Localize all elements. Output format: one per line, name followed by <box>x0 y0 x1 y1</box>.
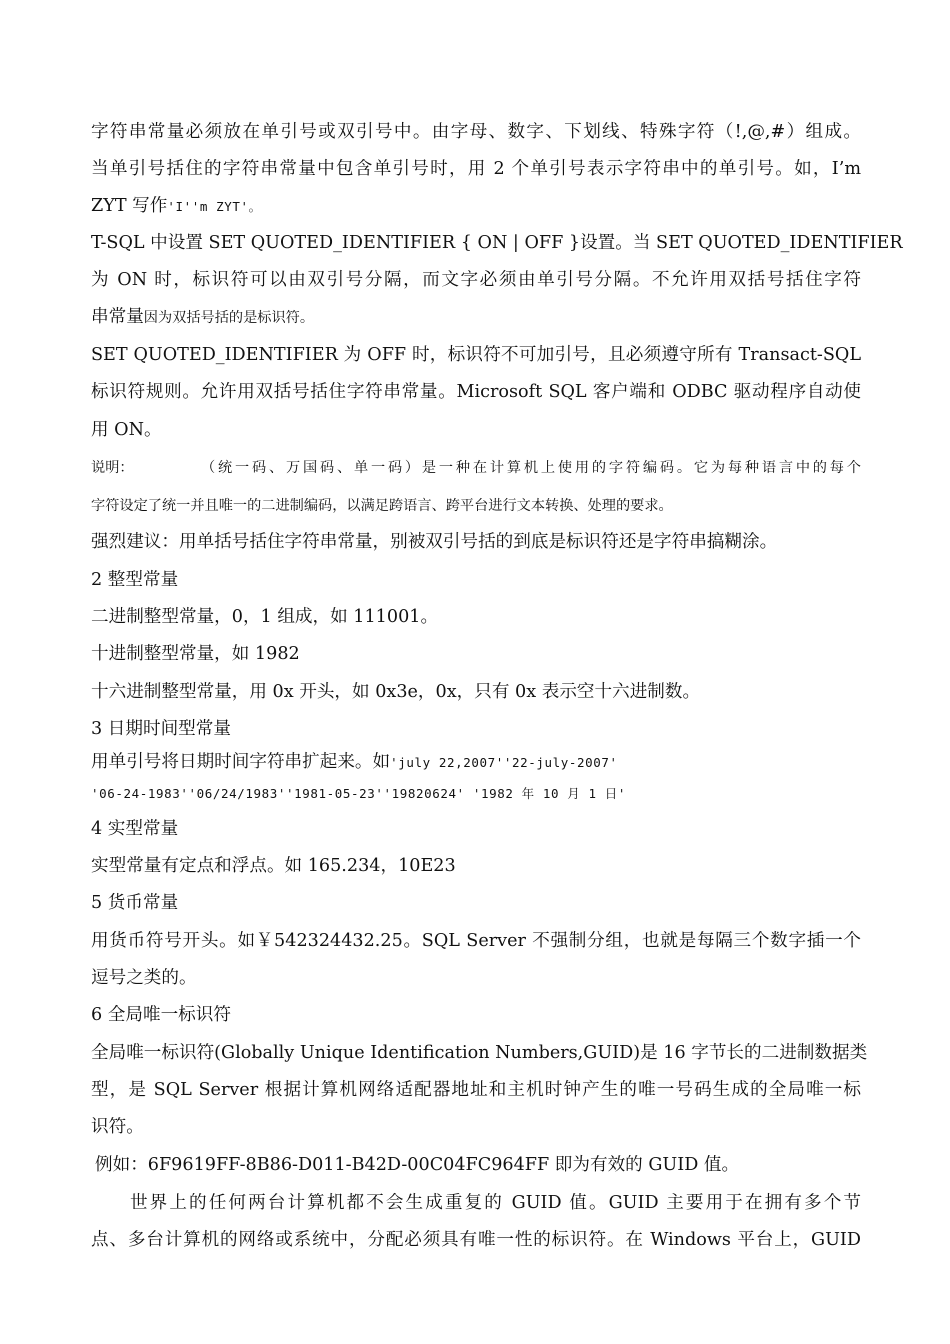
note-label: 说明： <box>91 460 134 476</box>
section-heading: 5 货币常量 <box>91 893 179 913</box>
section-heading: 3 日期时间型常量 <box>91 719 231 739</box>
code-snippet: 'I''m ZYT'。 <box>167 199 262 214</box>
advice-line: 强烈建议：用单括号括住字符串常量，别被双引号括的到底是标识符还是字符串搞糊涂。 <box>91 532 778 552</box>
code-snippet: 'july 22,2007''22-july-2007' <box>390 755 618 770</box>
note-line: （统一码、万国码、单一码）是一种在计算机上使用的字符编码。它为每种语言中的每个 <box>201 460 861 476</box>
text-line: 二进制整型常量，0，1 组成，如 111001。 <box>91 607 439 627</box>
text-line: 用货币符号开头。如￥542324432.25。SQL Server 不强制分组，也就是每隔三个数字插一个 <box>91 931 861 951</box>
text-span: 用单引号将日期时间字符串扩起来。如 <box>91 752 391 772</box>
section-heading: 2 整型常量 <box>91 570 179 590</box>
note-line: 字符设定了统一并且唯一的二进制编码，以满足跨语言、跨平台进行文本转换、处理的要求。 <box>91 498 673 514</box>
text-line: 识符。 <box>91 1117 144 1137</box>
section-heading: 6 全局唯一标识符 <box>91 1005 231 1025</box>
text-line <box>91 194 861 219</box>
text-line: 实型常量有定点和浮点。如 165.234，10E23 <box>91 856 456 876</box>
text-line: 当单引号括住的字符串常量中包含单引号时，用 2 个单引号表示字符串中的单引号。如，I’m <box>91 159 861 179</box>
text-line <box>91 750 861 775</box>
text-line <box>91 305 861 330</box>
text-line: 用 ON。 <box>91 420 162 440</box>
text-line: 逗号之类的。 <box>91 968 197 988</box>
text-span: ZYT 写作 <box>91 196 168 216</box>
text-line: 标识符规则。允许用双括号括住字符串常量。Microsoft SQL 客户端和 ODBC 驱动程序自动使 <box>91 382 861 402</box>
text-span: 串常量 <box>91 307 144 327</box>
text-line: 全局唯一标识符(Globally Unique Identification Numbers,GUID)是 16 字节长的二进制数据类 <box>91 1043 868 1063</box>
text-line: 世界上的任何两台计算机都不会生成重复的 GUID 值。GUID 主要用于在拥有多个节 <box>130 1193 861 1213</box>
example-line: 例如：6F9619FF-8B86-D011-B42D-00C04FC964FF 即为有效的 GUID 值。 <box>95 1155 740 1175</box>
text-line: 字符串常量必须放在单引号或双引号中。由字母、数字、下划线、特殊字符（!,@,#）组成。 <box>91 122 861 142</box>
section-heading: 4 实型常量 <box>91 819 179 839</box>
text-line: 十进制整型常量，如 1982 <box>91 644 300 664</box>
note-span: 因为双括号括的是标识符。 <box>143 310 315 326</box>
code-line: '06-24-1983''06/24/1983''1981-05-23''19820624' '1982 年 10 月 1 日' <box>91 786 626 801</box>
text-line: 为 ON 时，标识符可以由双引号分隔，而文字必须由单引号分隔。不允许用双括号括住字符 <box>91 270 861 290</box>
text-line: 点、多台计算机的网络或系统中，分配必须具有唯一性的标识符。在 Windows 平台上，GUID <box>91 1230 861 1250</box>
text-line: T-SQL 中设置 SET QUOTED_IDENTIFIER { ON | OFF }设置。当 SET QUOTED_IDENTIFIER <box>91 233 903 253</box>
text-line: 型，是 SQL Server 根据计算机网络适配器地址和主机时钟产生的唯一号码生成的全局唯一标 <box>91 1080 861 1100</box>
text-line: 十六进制整型常量，用 0x 开头，如 0x3e，0x，只有 0x 表示空十六进制数。 <box>91 682 701 702</box>
text-line: SET QUOTED_IDENTIFIER 为 OFF 时，标识符不可加引号，且必须遵守所有 Transact-SQL <box>91 345 861 365</box>
